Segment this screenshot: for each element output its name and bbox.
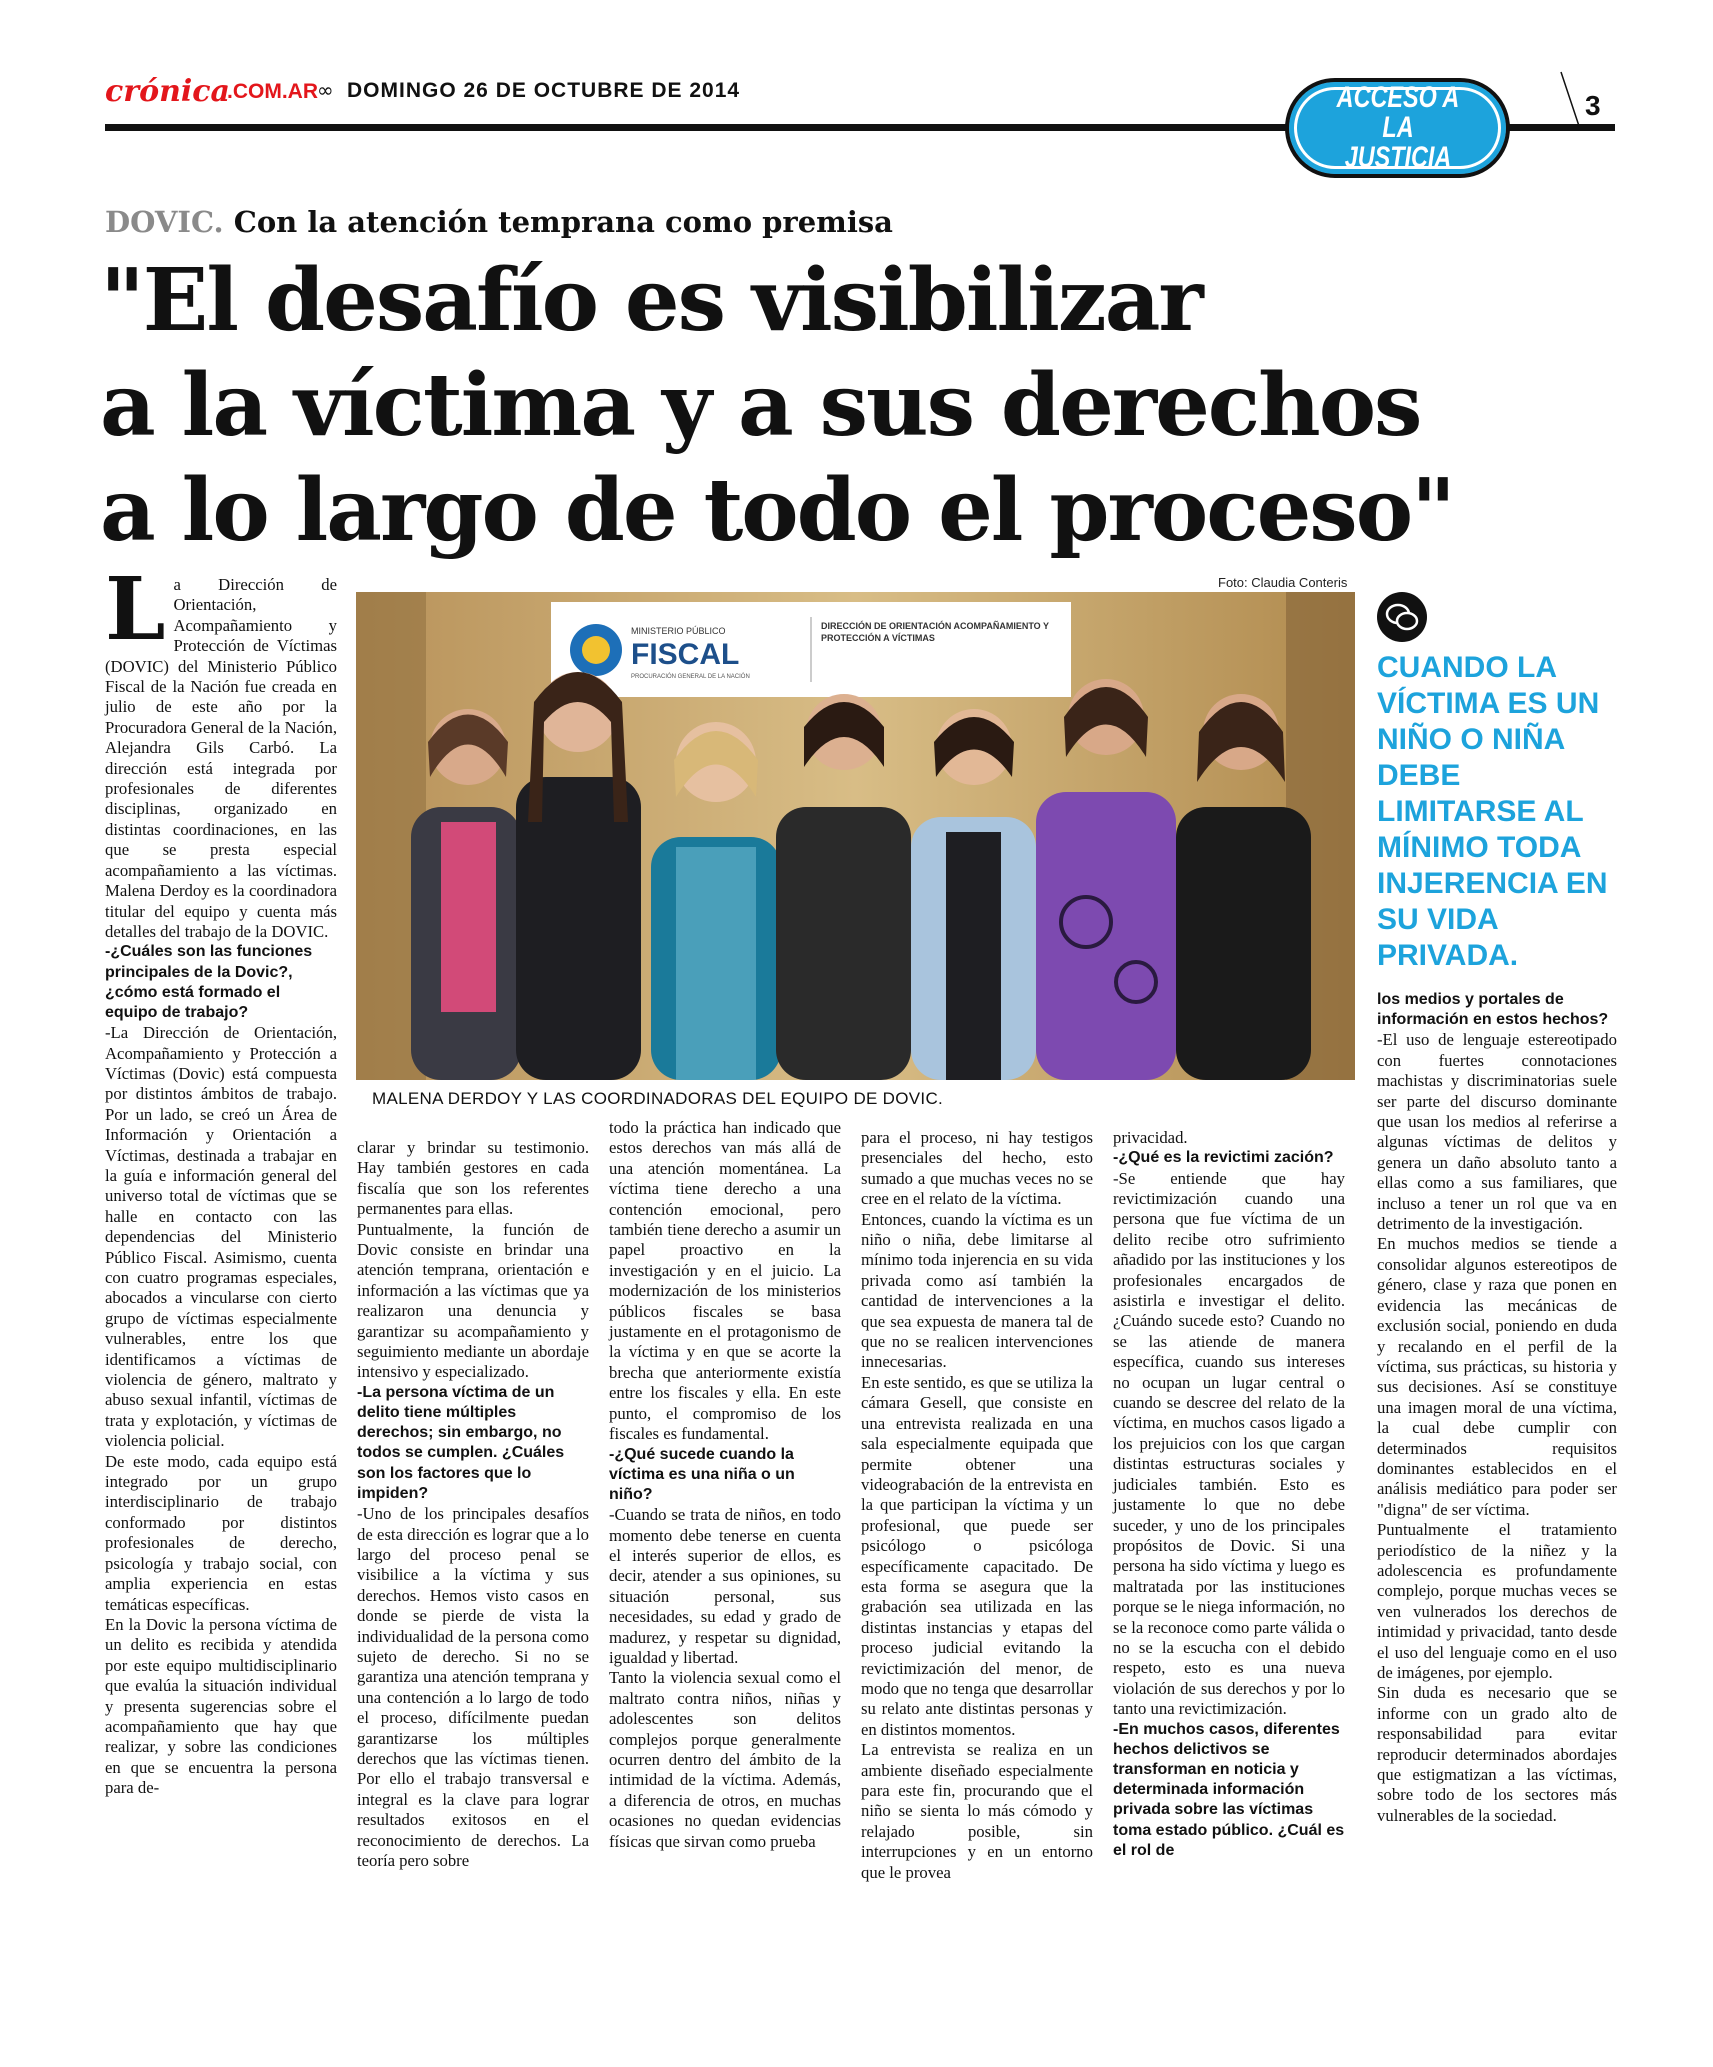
paragraph: privacidad. bbox=[1113, 1128, 1188, 1147]
interview-question: los medios y portales de información en estos hechos? bbox=[1377, 991, 1609, 1029]
article-kicker bbox=[105, 205, 893, 239]
person-2 bbox=[516, 672, 641, 1080]
section-badge-label: ACCESO A LA JUSTICIA bbox=[1336, 81, 1459, 174]
kicker-text: Con la atención temprana como premisa bbox=[233, 205, 893, 239]
interview-question: -En muchos casos, diferentes hechos delictivos se transforman en noticia y determinada información privada sobre las víctimas toma estado público. ¿Cuál es el rol de bbox=[1113, 1720, 1345, 1859]
paragraph: Tanto la violencia sexual como el maltrato contra niños, niñas y adolescentes son delitos complejos porque generalmente ocurren dentro del ámbito de la intimidad de la víctima. Además, a diferencia de otros, en muchas ocasiones no quedan evidencias físicas que sirvan como prueba bbox=[609, 1668, 841, 1851]
article-column-3 bbox=[609, 1118, 841, 1852]
kicker-tag: DOVIC. bbox=[105, 205, 224, 239]
banner-org-small: MINISTERIO PÚBLICO bbox=[631, 626, 726, 636]
headline-line: a lo largo de todo el proceso" bbox=[100, 460, 1454, 561]
paragraph: clarar y brindar su testimonio. Hay también gestores en cada fiscalía que son los referentes permanentes para ellas. bbox=[357, 1138, 589, 1219]
paragraph: todo la práctica han indicado que estos derechos van más allá de una atención momentánea. La víctima tiene derecho a una contención emocional, pero también tiene derecho a asumir un papel proactivo en la investigación y en el juicio. La modernización de los ministerios públicos fiscales se basa justamente en el protagonismo de la víctima y en que se acorte la brecha que anteriormente existía entre los fiscales y ella. En este punto, el compromiso de los fiscales es fundamental. bbox=[609, 1118, 841, 1444]
speech-bubbles-icon bbox=[1377, 592, 1427, 642]
issue-date: DOMINGO 26 DE OCTUBRE DE 2014 bbox=[347, 79, 741, 102]
article-column-5 bbox=[1113, 1128, 1345, 1861]
paragraph: Sin duda es necesario que se informe con un grado alto de responsabilidad para evitar reproducir determinados abordajes que estigmatizan a las víctimas, sobre todo de los sectores más vulnerables de la sociedad. bbox=[1377, 1683, 1617, 1825]
paragraph: -Cuando se trata de niños, en todo momento debe tenerse en cuenta el interés superior de ellos, es decir, atender a sus opiniones, su situación personal, sus necesidades, su edad y grado de madurez, y respetar su dignidad, igualdad y libertad. bbox=[609, 1505, 841, 1667]
paragraph: -La Dirección de Orientación, Acompañamiento y Protección a Víctimas (Dovic) está compuesta por distintos ámbitos de trabajo. Por un lado, se creó un Área de Información y Orientación a Víctimas, destinada a trabajar en la guía e información general del universo total de víctimas que se halle en contacto con las dependencias del Ministerio Público Fiscal. Asimismo, cuenta con cuatro programas especiales, abocados a vincularse con cierto grupo de víctimas especialmente vulnerables, entre los que identificamos a víctimas de violencia de género, maltrato y abuso sexual infantil, víctimas de trata y explotación, y víctimas de violencia policial. bbox=[105, 1023, 337, 1451]
paragraph: Entonces, cuando la víctima es un niño o niña, debe limitarse al mínimo toda injerencia en su vida privada como así también la cantidad de intervenciones a la que sea expuesta de manera tal de que no se realicen intervenciones innecesarias. bbox=[861, 1209, 1093, 1372]
paragraph: En muchos medios se tiende a consolidar algunos estereotipos de género, clase y raza que ponen en evidencia las mecánicas de exclusión social, poniendo en duda y recalando en el perfil de la víctima, sus prácticas, su historia y sus decisiones. Así se constituye una imagen moral de una víctima, la cual debe cumplir con determinados requisitos dominantes establecidos en el análisis mediático para poder ser "digna" de ser víctima. bbox=[1377, 1234, 1617, 1519]
section-badge[interactable] bbox=[1285, 78, 1510, 178]
paragraph: -Se entiende que hay revictimización cuando una persona que fue víctima de un delito recibe otro sufrimiento añadido por las instituciones y los profesionales encargados de asistirla e investigar el delito. ¿Cuándo sucede esto? Cuando no se las atiende de manera específica, cuando sus intereses no ocupan un lugar central o cuando se descree del relato de la víctima, en muchos casos ligado a los prejuicios con los que cargan distintas estructuras sociales y judiciales también. Esto es justamente lo que no debe suceder, y uno de los principales propósitos de Dovic. Si una persona ha sido víctima y luego es maltratada por las instituciones porque se le niega información, no se la reconoce como parte válida o no se la escucha con el debido respeto, esto es una nueva violación de sus derechos y por lo tanto una revictimización. bbox=[1113, 1168, 1345, 1719]
paragraph: para el proceso, ni hay testigos presenciales del hecho, esto sumado a que muchas veces no se cree en el relato de la víctima. bbox=[861, 1128, 1093, 1209]
banner-org-sub: PROCURACIÓN GENERAL DE LA NACIÓN bbox=[631, 674, 750, 680]
paragraph: Puntualmente el tratamiento periodístico de la niñez y la adolescencia es profundamente complejo, porque muchas veces se ven vulnerados los derechos de intimidad y privacidad, tanto desde el uso del lenguaje como en el uso de imágenes, por ejemplo. bbox=[1377, 1520, 1617, 1682]
paragraph: Puntualmente, la función de Dovic consiste en brindar una atención temprana, orientación e información a las víctimas que ya realizaron una denuncia y garantizar su acompañamiento y seguimiento mediante un abordaje intensivo y especializado. bbox=[357, 1219, 589, 1382]
article-headline bbox=[100, 248, 1620, 563]
interview-question: -¿Qué es la revictimi zación? bbox=[1113, 1149, 1334, 1167]
headline-line: "El desafío es visibilizar bbox=[100, 250, 1202, 351]
interview-question: -¿Qué sucede cuando la víctima es una niña o un niño? bbox=[609, 1445, 795, 1503]
interview-question: -¿Cuáles son las funciones principales de la Dovic?, ¿cómo está formado el equipo de trabajo? bbox=[105, 943, 313, 1021]
newspaper-logo[interactable]: crónica bbox=[105, 74, 230, 109]
photo-caption: MALENA DERDOY Y LAS COORDINADORAS DEL EQUIPO DE DOVIC. bbox=[372, 1089, 944, 1108]
article-column-6 bbox=[1377, 990, 1617, 1826]
banner-org-name: FISCAL bbox=[631, 638, 740, 671]
group-photo bbox=[356, 592, 1355, 1080]
corner-slash-divider bbox=[1555, 70, 1585, 130]
photo-credit: Foto: Claudia Conteris bbox=[1218, 575, 1348, 590]
banner-department: DIRECCIÓN DE ORIENTACIÓN ACOMPAÑAMIENTO Y PROTECCIÓN A VÍCTIMAS bbox=[821, 621, 1049, 643]
drop-cap: L bbox=[105, 559, 166, 660]
article-column-4 bbox=[861, 1128, 1093, 1883]
article-column-2 bbox=[357, 1138, 589, 1871]
paragraph: De este modo, cada equipo está integrado por un grupo interdisciplinario de trabajo conformado por distintos profesionales de derecho, psicología y trabajo social, con amplia experiencia en estas temáticas específicas. bbox=[105, 1451, 337, 1614]
pull-quote: CUANDO LA VÍCTIMA ES UN NIÑO O NIÑA DEBE LIMITARSE AL MÍNIMO TODA INJERENCIA EN SU VIDA PRIVADA. bbox=[1377, 651, 1608, 972]
article-column-1 bbox=[105, 559, 337, 1799]
logo-domain: .COM.AR bbox=[227, 80, 318, 103]
paragraph: -El uso de lenguaje estereotipado con fuertes connotaciones machistas y discriminatorias suele ser parte del discurso dominante que usan los medios al referirse a algunas víctimas de delitos y genera un daño absoluto tanto a ellas como a sus familiares, que incluso a tener un rol que va en detrimento de la investigación. bbox=[1377, 1030, 1617, 1234]
group-photo-illustration bbox=[356, 592, 1355, 1080]
infinity-separator-icon: ∞ bbox=[317, 78, 334, 102]
interview-question: -La persona víctima de un delito tiene múltiples derechos; sin embargo, no todos se cumplen. ¿Cuáles son los factores que lo impiden? bbox=[357, 1383, 565, 1502]
paragraph: -Uno de los principales desafíos de esta dirección es lograr que a lo largo del proceso penal se visibilice a la víctima y sus derechos. Hemos visto casos en donde se pierde de vista la individualidad de la persona como sujeto de derecho. Si no se garantiza una atención temprana y una contención a lo largo de todo el proceso, difícilmente puedan garantizarse los múltiples derechos que las víctimas tienen. Por ello el trabajo transversal e integral es la clave para lograr resultados exitosos en el reconocimiento de derechos. La teoría pero sobre bbox=[357, 1504, 589, 1870]
lead-paragraph: a Dirección de Orientación, Acompañamiento y Protección de Víctimas (DOVIC) del Ministerio Público Fiscal de la Nación fue creada en julio de este año por la Procuradora General de la Nación, Alejandra Gils Carbó. La dirección está integrada por profesionales de diferentes disciplinas, organizado en distintas coordinaciones, en las que se presta especial acompañamiento a las víctimas. Malena Derdoy es la coordinadora titular del equipo y cuenta más detalles del trabajo de la DOVIC. bbox=[105, 575, 337, 941]
page-number: 3 bbox=[1585, 90, 1601, 121]
paragraph: En la Dovic la persona víctima de un delito es recibida y atendida por este equipo multidisciplinario que evalúa la situación individual y presenta sugerencias sobre el acompañamiento que hay que realizar, y sobre las condiciones en que se encuentra la persona para de- bbox=[105, 1614, 337, 1798]
paragraph: La entrevista se realiza en un ambiente diseñado especialmente para este fin, procurando que el niño se sienta lo más cómodo y relajado posible, sin interrupciones y en un entorno que le provea bbox=[861, 1740, 1093, 1882]
headline-line: a la víctima y a sus derechos bbox=[100, 355, 1421, 456]
paragraph: En este sentido, es que se utiliza la cámara Gesell, que consiste en una entrevista realizada en una sala especialmente equipada que permite obtener una videograbación de la entrevista en la que participan la víctima y un profesional, que puede ser psicólogo o psicóloga específicamente capacitado. De esta forma se asegura que la grabación sea utilizada en las distintas instancias y etapas del proceso judicial evitando la revictimización del menor, de modo que no tenga que desarrollar su relato ante distintas personas y en distintos momentos. bbox=[861, 1372, 1093, 1739]
